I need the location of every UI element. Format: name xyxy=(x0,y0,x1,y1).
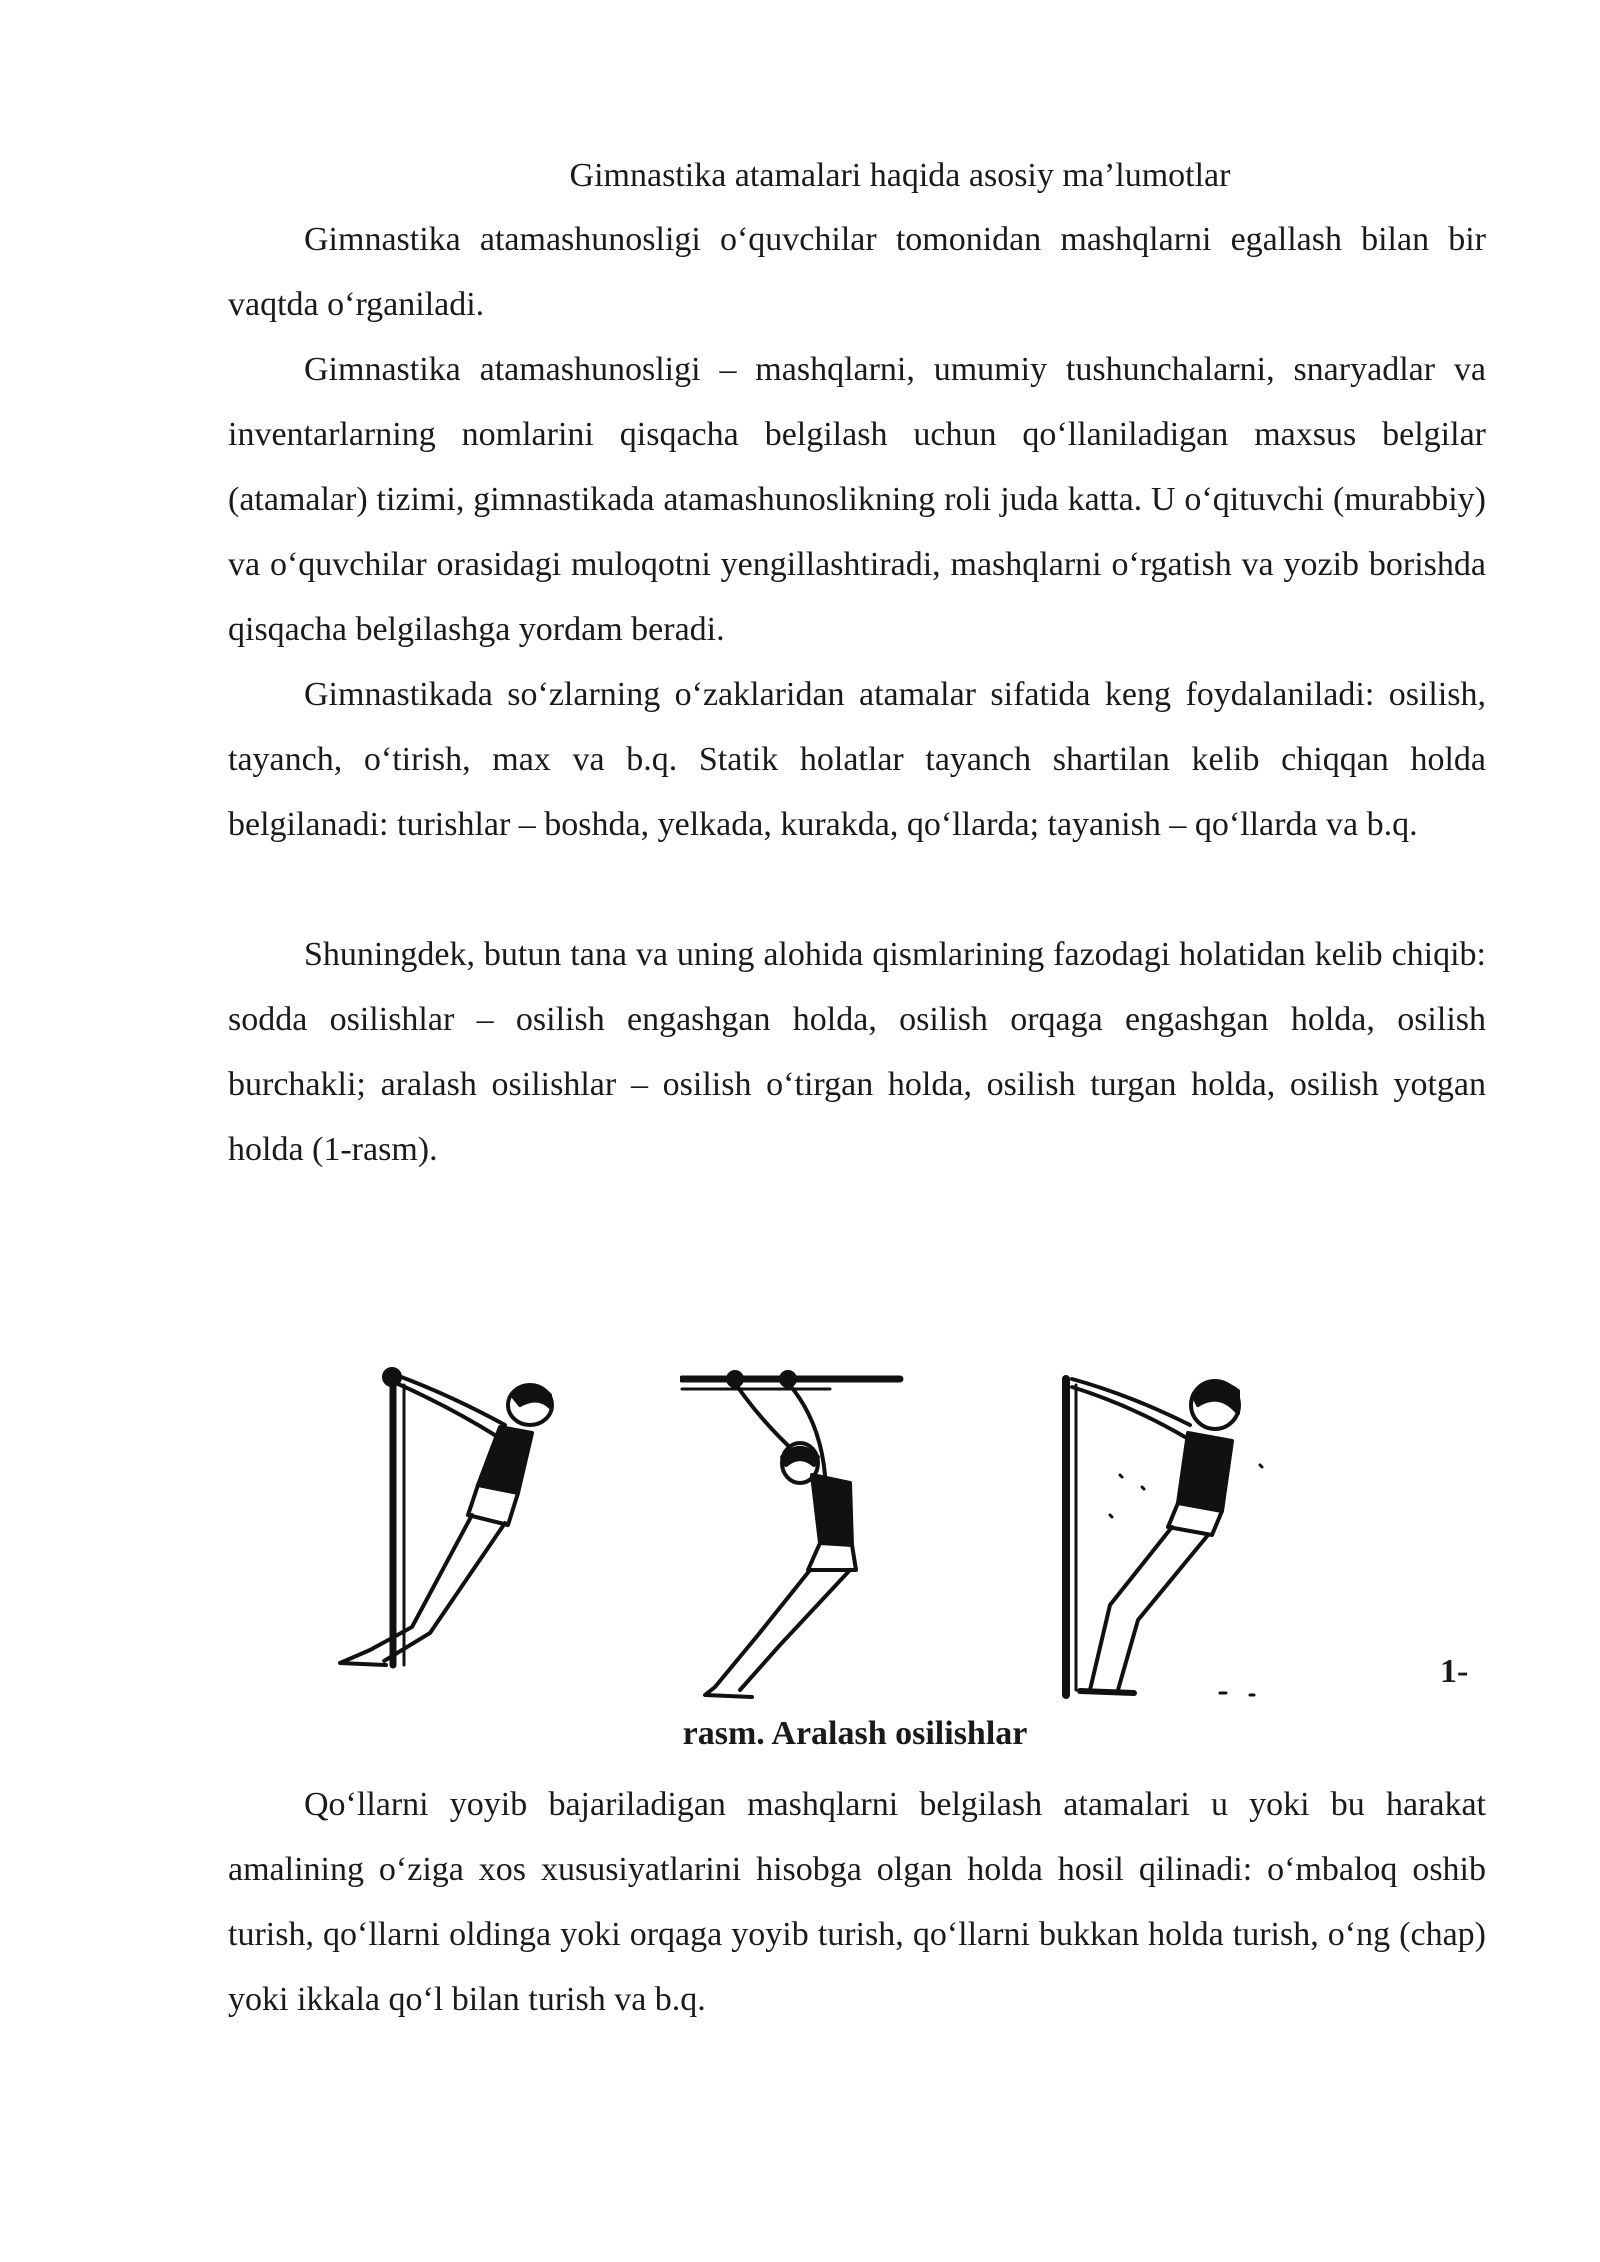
gymnast-bar-hang-illustration xyxy=(680,1365,940,1710)
figure-caption: rasm. Aralash osilishlar xyxy=(682,1715,1028,1752)
paragraph-2: Gimnastika atamashunosligi – mashqlarni, umumiy tushunchalarni, snaryadlar va inventarlarning nomlarini qisqacha belgilash uchun qo‘llaniladigan maxsus belgilar (atamalar) tizimi, gimnastikada atamashunoslikning roli juda katta. U o‘qituvchi (murabbiy) va o‘quvchilar orasidagi muloqotni yengillashtiradi, mashqlarni o‘rgatish va yozib borishda qisqacha belgilashga yordam beradi. xyxy=(228,351,1486,648)
figure-number: 1- xyxy=(1440,1653,1469,1690)
figure-mixed-hangs xyxy=(300,1365,1300,1710)
paragraph-3: Gimnastikada so‘zlarning o‘zaklaridan atamalar sifatida keng foydalaniladi: osilish, tayanch, o‘tirish, max va b.q. Statik holatlar tayanch shartilan kelib chiqqan holda belgilanadi: turishlar – boshda, yelkada, kurakda, qo‘llarda; tayanish – qo‘llarda va b.q. xyxy=(228,676,1486,843)
gymnast-pole-lean-illustration xyxy=(1050,1365,1300,1710)
paragraph-5: Qo‘llarni yoyib bajariladigan mashqlarni belgilash atamalari u yoki bu harakat amalining o‘ziga xos xususiyatlarini hisobga olgan holda hosil qilinadi: o‘mbaloq oshib turish, qo‘llarni oldinga yoki orqaga yoyib turish, qo‘llarni bukkan holda turish, o‘ng (chap) yoki ikkala qo‘l bilan turish va b.q. xyxy=(228,1786,1486,2018)
paragraph-4: Shuningdek, butun tana va uning alohida qismlarining fazodagi holatidan kelib chiqib: sodda osilishlar – osilish engashgan holda, osilish orqaga engashgan holda, osilish burchakli; aralash osilishlar – osilish o‘tirgan holda, osilish turgan holda, osilish yotgan holda (1-rasm). xyxy=(228,936,1486,1168)
document-title: Gimnastika atamalari haqida asosiy ma’lumotlar xyxy=(569,157,1231,194)
gymnast-pole-hang-illustration xyxy=(300,1365,600,1710)
paragraph-1: Gimnastika atamashunosligi o‘quvchilar tomonidan mashqlarni egallash bilan bir vaqtda o‘rganiladi. xyxy=(228,221,1486,323)
